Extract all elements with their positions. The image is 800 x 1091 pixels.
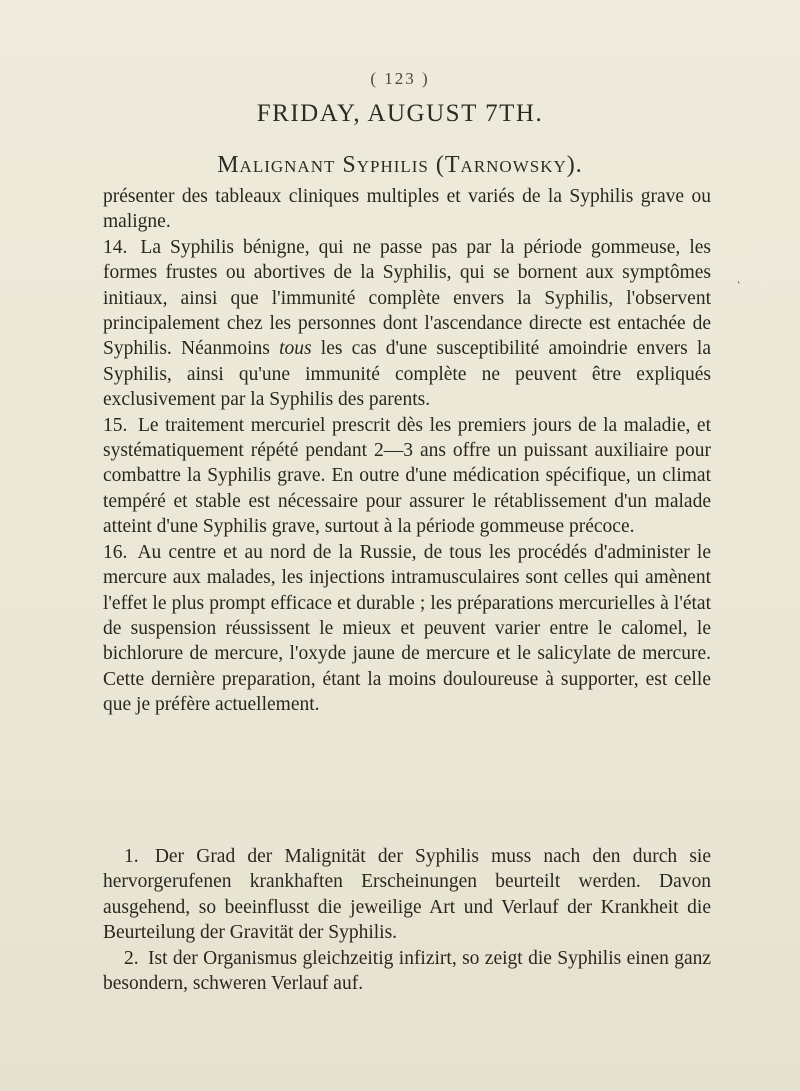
paragraph-text: Au centre et au nord de la Russie, de tous les procédés d'administer le mercure aux malades, les injections intramusculaires sont celles qui amènent l'effet le plus prompt efficace et durable ; les préparations mercurielles à l'état de suspension réussissent le mieux et peuvent varier entre le calomel, le bichlorure de mercure, l'oxyde jaune de mercure et le salicylate de mercure. Cette dernière preparation, étant la moins douloureuse à supporter, est celle que je préfère actuellement. [103, 541, 711, 716]
paragraph-text: Le traitement mercuriel prescrit dès les premiers jours de la maladie, et systématiquement répété pendant 2—3 ans offre un puissant auxiliaire pour combattre la Syphilis grave. En outre d'une médication spécifique, un climat tempéré et stable est nécessaire pour assurer le rétablissement d'un malade atteint d'une Syphilis grave, surtout à la période gommeuse précoce. [103, 414, 712, 538]
page-number: ( 123 ) [370, 69, 430, 88]
paragraph-text: Ist der Organismus gleichzeitig infizirt, so zeigt die Syphilis einen ganz besondern, schweren Verlauf auf. [103, 947, 712, 995]
paragraph-number: 2. [124, 947, 139, 969]
paragraph-intro: présenter des tableaux cliniques multiples et variés de la Syphilis grave ou maligne. [103, 186, 711, 233]
paragraph-number: 15. [103, 414, 128, 436]
german-text-block [103, 844, 711, 996]
paragraph-number: 16. [103, 541, 128, 563]
paragraph-2 [103, 946, 711, 997]
french-text-block [103, 184, 711, 718]
paragraph-15 [103, 413, 711, 540]
date-heading: FRIDAY, AUGUST 7TH. [256, 100, 544, 127]
paragraph-number: 14. [103, 236, 128, 258]
paragraph-16 [103, 540, 711, 718]
paragraph-text: Der Grad der Malignität der Syphilis muss nach den durch sie hervorgerufenen krankhaften Erscheinungen beurteilt werden. Davon ausgehend, so beeinflusst die jeweilige Art und Verlauf der Krankheit die Beurteilung der Gravität der Syphilis. [103, 846, 711, 944]
emphasis-word: tous [279, 338, 312, 360]
paragraph-number: 1. [124, 846, 139, 867]
section-title: Malignant Syphilis (Tarnowsky). [217, 152, 583, 178]
paragraph-text: les cas d'une susceptibilité amoindrie envers la Syphilis, ainsi qu'une immunité complète ne peuvent être expliqués exclusivement par la Syphilis des parents. [103, 338, 711, 411]
paragraph-text: La Syphilis bénigne, qui ne passe pas par la période gommeuse, les formes frustes ou abortives de la Syphilis, qui se bornent aux symptômes initiaux, ainsi que l'immunité complète envers la Syphilis, l'observent principalement chez les personnes dont l'ascendance directe est entachée de Syphilis. Néanmoins [103, 236, 712, 360]
paragraph-14 [103, 235, 711, 413]
margin-mark: ‛ [737, 279, 741, 292]
paragraph-1 [103, 844, 711, 946]
